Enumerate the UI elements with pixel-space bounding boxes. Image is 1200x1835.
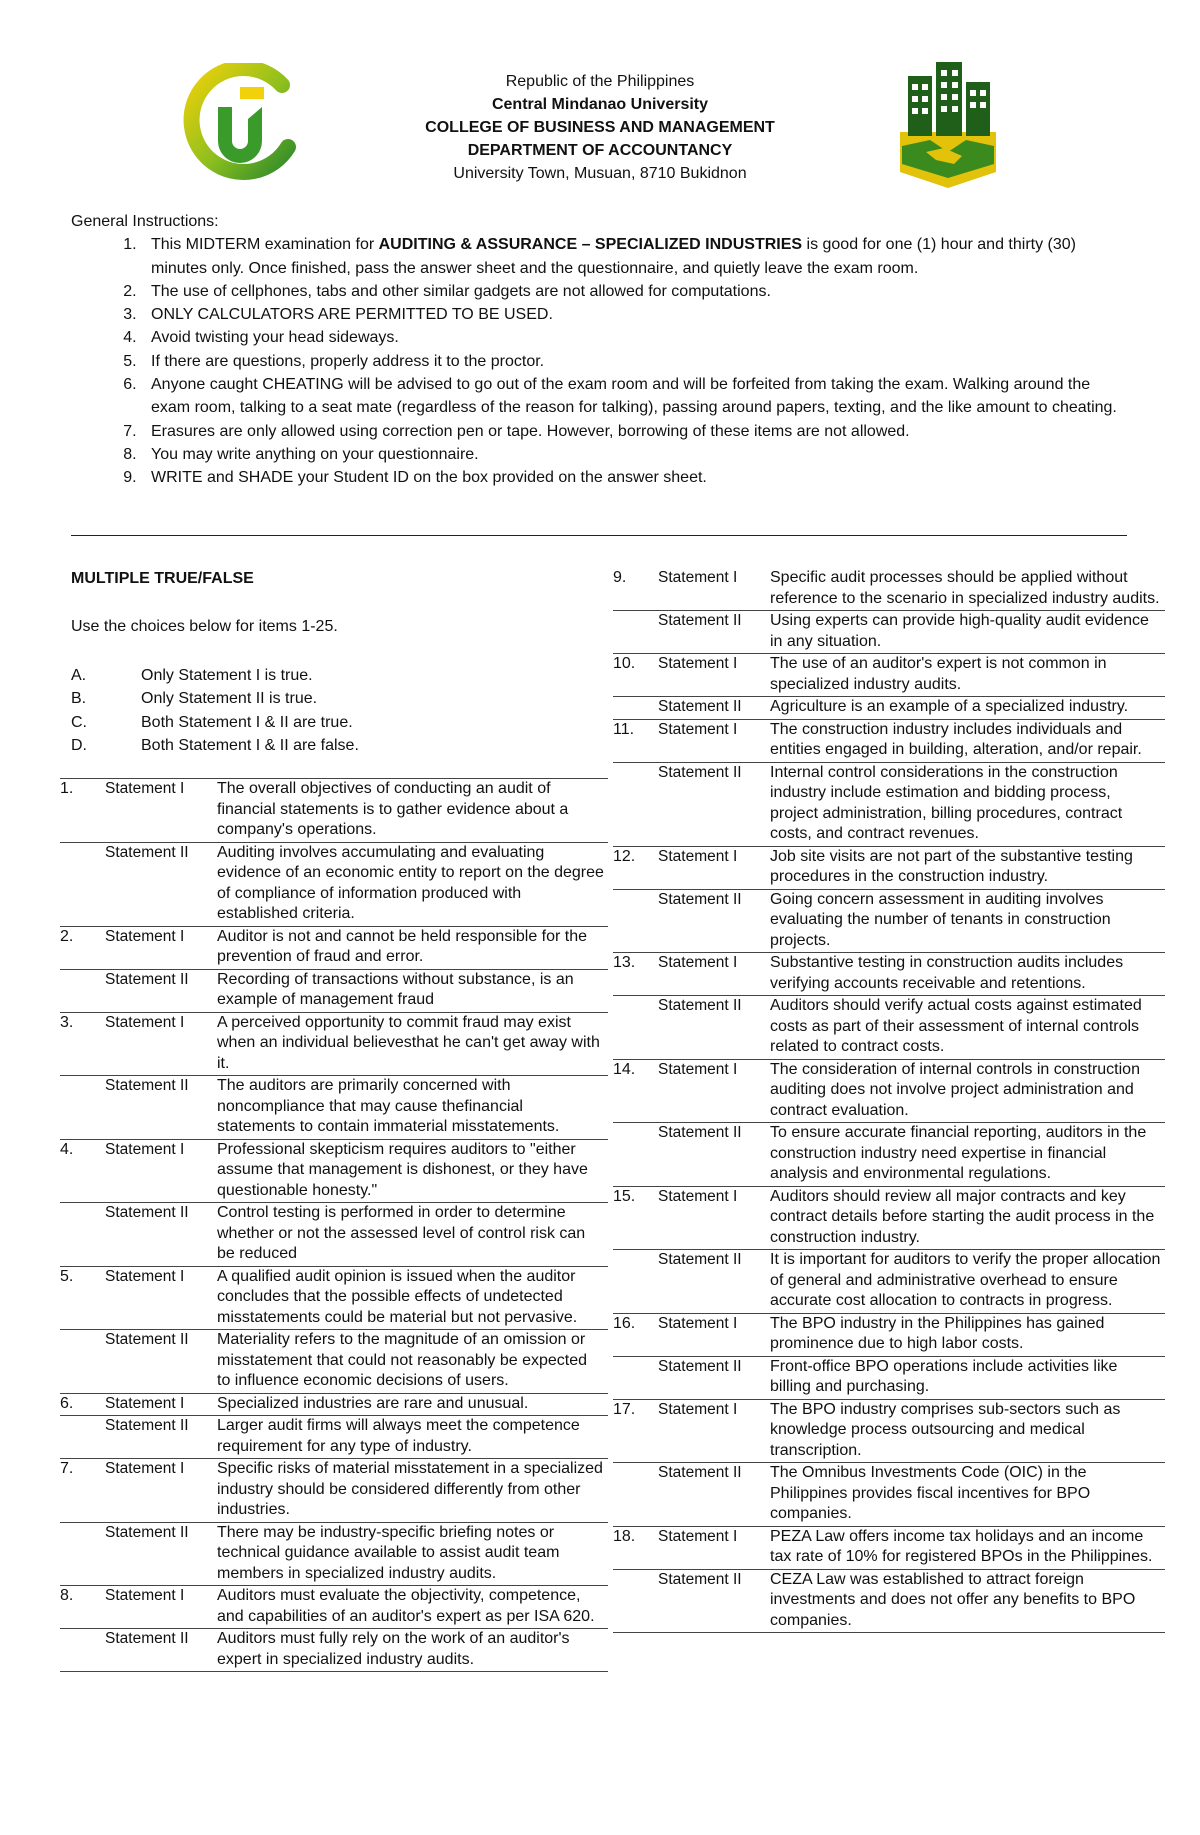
- question-11-statement-2-row: [613, 762, 1165, 846]
- question-12-statement-2-row: [613, 889, 1165, 953]
- statement-text: Materiality refers to the magnitude of an omission or misstatement that could not reasonably be expected to influence economic decisions of users.: [217, 1331, 587, 1389]
- choice-letter: D.: [71, 736, 87, 754]
- statement-text: Specialized industries are rare and unusual.: [217, 1394, 529, 1412]
- question-number: 4.: [60, 1140, 74, 1158]
- question-number: [613, 1250, 658, 1251]
- choices-list: [71, 664, 611, 757]
- choice-text: Both Statement I & II are false.: [141, 736, 359, 754]
- statement-text: Specific audit processes should be applied without reference to the scenario in specialized industry audits.: [770, 569, 1160, 607]
- statement-text: Job site visits are not part of the substantive testing procedures in the construction industry.: [770, 847, 1133, 885]
- question-number: [60, 1203, 105, 1204]
- question-8-statement-2-row: [60, 1629, 608, 1672]
- use-choices-text: Use the choices below for items 1-25.: [71, 618, 338, 635]
- statement-label: Statement I: [658, 1060, 738, 1078]
- statement-text: Using experts can provide high-quality audit evidence in any situation.: [770, 612, 1149, 650]
- question-number: [613, 697, 658, 698]
- choice-letter: B.: [71, 690, 87, 708]
- question-number: [60, 1076, 105, 1077]
- question-number: 9.: [613, 569, 627, 586]
- choice-item: [71, 734, 611, 757]
- statement-text: Front-office BPO operations include activities like billing and purchasing.: [770, 1357, 1118, 1395]
- statement-label: Statement I: [658, 569, 738, 586]
- instruction-item: 9. WRITE and SHADE your Student ID on the box provided on the answer sheet.: [141, 466, 1131, 489]
- statement-label: Statement II: [658, 1251, 742, 1268]
- header-college: COLLEGE OF BUSINESS AND MANAGEMENT: [425, 119, 775, 136]
- header-university: Central Mindanao University: [491, 96, 709, 113]
- statement-label: Statement I: [658, 655, 738, 672]
- statement-text: Auditing involves accumulating and evaluating evidence of an economic entity to report on the degree of compliance of information produced with established criteria.: [217, 843, 604, 922]
- statement-label: Statement II: [105, 1331, 189, 1348]
- statement-text: Auditors must fully rely on the work of an auditor's expert in specialized industry audits.: [217, 1630, 570, 1668]
- question-2-statement-1-row: [60, 926, 608, 969]
- question-number: [613, 611, 658, 612]
- question-1-statement-2-row: [60, 842, 608, 926]
- question-number: [613, 763, 658, 764]
- question-16-statement-2-row: [613, 1356, 1165, 1399]
- statement-label: Statement I: [105, 1587, 185, 1604]
- statement-text: The auditors are primarily concerned with noncompliance that may cause thefinancial statements to contain immaterial misstatements.: [217, 1077, 560, 1135]
- statement-text: CEZA Law was established to attract foreign investments and does not offer any benefits to BPO companies.: [770, 1570, 1136, 1629]
- statement-label: Statement I: [658, 1187, 738, 1205]
- statement-text: Substantive testing in construction audits includes verifying accounts receivable and retentions.: [770, 954, 1124, 992]
- question-14-statement-2-row: [613, 1123, 1165, 1187]
- instructions-title: General Instructions:: [71, 213, 219, 230]
- question-number: [613, 996, 658, 997]
- question-number: 14.: [613, 1060, 636, 1078]
- question-number: 17.: [613, 1400, 636, 1418]
- question-16-statement-1-row: [613, 1313, 1165, 1356]
- question-number: [613, 1123, 658, 1124]
- section-title: MULTIPLE TRUE/FALSE: [71, 570, 254, 587]
- document-header: [0, 60, 1200, 200]
- question-number: 8.: [60, 1587, 74, 1604]
- statement-label: Statement I: [105, 1460, 185, 1477]
- question-6-statement-2-row: [60, 1416, 608, 1459]
- statement-label: Statement I: [658, 1400, 738, 1418]
- statement-label: Statement I: [105, 1013, 185, 1031]
- statement-label: Statement I: [105, 780, 185, 797]
- statement-text: Auditors must evaluate the objectivity, competence, and capabilities of an auditor's expert as per ISA 620.: [217, 1587, 595, 1625]
- question-number: [613, 1570, 658, 1571]
- statement-label: Statement I: [658, 847, 738, 865]
- general-instructions: [71, 210, 1131, 490]
- header-department: DEPARTMENT OF ACCOUNTANCY: [467, 142, 733, 159]
- statement-label: Statement II: [105, 1417, 189, 1434]
- question-18-statement-1-row: [613, 1526, 1165, 1569]
- statement-text: PEZA Law offers income tax holidays and an income tax rate of 10% for registered BPOs in the Philippines.: [770, 1527, 1153, 1565]
- question-number: [60, 1330, 105, 1331]
- statement-text: It is important for auditors to verify the proper allocation of general and administrative overhead to ensure accurate cost allocation to contracts in progress.: [770, 1251, 1161, 1309]
- statement-text: Specific risks of material misstatement in a specialized industry should be considered differently from other industries.: [217, 1460, 603, 1518]
- statement-label: Statement II: [658, 1124, 742, 1141]
- choice-text: Only Statement II is true.: [141, 690, 318, 708]
- statement-text: Auditors should review all major contracts and key contract details before starting the audit process in the construction industry.: [770, 1187, 1155, 1246]
- question-11-statement-1-row: [613, 719, 1165, 762]
- statement-label: Statement I: [105, 1394, 185, 1412]
- questions-table-right: [613, 568, 1165, 1633]
- question-17-statement-2-row: [613, 1463, 1165, 1527]
- question-15-statement-1-row: [613, 1186, 1165, 1250]
- choice-text: Both Statement I & II are true.: [141, 713, 353, 731]
- instruction-item: 7. Erasures are only allowed using correction pen or tape. However, borrowing of these items are not allowed.: [141, 420, 1131, 443]
- instruction-item: 4. Avoid twisting your head sideways.: [141, 326, 1131, 349]
- question-13-statement-2-row: [613, 996, 1165, 1060]
- question-number: [60, 843, 105, 844]
- section-divider: [71, 535, 1127, 536]
- statement-text: The BPO industry comprises sub-sectors such as knowledge process outsourcing and medical transcription.: [770, 1400, 1121, 1459]
- statement-text: Larger audit firms will always meet the competence requirement for any type of industry.: [217, 1417, 580, 1455]
- statement-label: Statement II: [105, 970, 189, 988]
- statement-text: Recording of transactions without substance, is an example of management fraud: [217, 970, 574, 1008]
- question-13-statement-1-row: [613, 953, 1165, 996]
- question-number: [60, 1629, 105, 1630]
- statement-label: Statement I: [658, 1314, 738, 1332]
- question-number: 2.: [60, 927, 74, 945]
- question-number: [60, 1416, 105, 1417]
- statement-text: The construction industry includes individuals and entities engaged in building, alteration, and/or repair.: [770, 720, 1142, 758]
- question-8-statement-1-row: [60, 1586, 608, 1629]
- statement-label: Statement II: [105, 1077, 189, 1094]
- header-republic: Republic of the Philippines: [505, 73, 695, 90]
- statement-label: Statement II: [105, 1630, 189, 1647]
- question-number: [60, 1523, 105, 1524]
- instruction-1-post: is good for one (1) hour and thirty (30) minutes only. Once finished, pass the answer sheet and the questionnaire, and quietly leave the exam room.: [151, 236, 1076, 277]
- question-number: 10.: [613, 655, 636, 672]
- statement-label: Statement II: [105, 843, 189, 861]
- instruction-item: 3. ONLY CALCULATORS ARE PERMITTED TO BE USED.: [141, 303, 1131, 326]
- statement-text: Going concern assessment in auditing involves evaluating the number of tenants in construction projects.: [770, 890, 1111, 949]
- question-7-statement-1-row: [60, 1459, 608, 1523]
- question-number: 7.: [60, 1460, 74, 1477]
- cbm-logo-icon: [896, 60, 1000, 188]
- statement-text: A qualified audit opinion is issued when the auditor concludes that the possible effects of undetected misstatements could be material but not pervasive.: [217, 1267, 578, 1326]
- statement-label: Statement I: [105, 927, 185, 945]
- question-4-statement-2-row: [60, 1203, 608, 1267]
- statement-text: The consideration of internal controls in construction auditing does not involve project administration and contract evaluation.: [770, 1060, 1140, 1119]
- question-18-statement-2-row: [613, 1569, 1165, 1633]
- question-number: 11.: [613, 720, 635, 738]
- question-number: 6.: [60, 1394, 74, 1412]
- question-number: 16.: [613, 1314, 636, 1332]
- statement-label: Statement II: [658, 612, 742, 629]
- statement-label: Statement I: [658, 720, 738, 738]
- choice-text: Only Statement I is true.: [141, 667, 313, 684]
- question-3-statement-1-row: [60, 1012, 608, 1076]
- question-number: 13.: [613, 954, 636, 971]
- statement-label: Statement II: [658, 997, 742, 1014]
- statement-text: Internal control considerations in the construction industry include estimation and bidding process, project administration, billing procedures, contract costs, and contract revenues.: [770, 763, 1123, 842]
- statement-label: Statement II: [105, 1204, 189, 1221]
- question-4-statement-1-row: [60, 1139, 608, 1203]
- statement-label: Statement I: [658, 1527, 738, 1545]
- question-number: [613, 1463, 658, 1464]
- question-15-statement-2-row: [613, 1250, 1165, 1314]
- questions-table-left: [60, 778, 608, 1672]
- question-number: 15.: [613, 1187, 636, 1205]
- statement-text: Auditor is not and cannot be held responsible for the prevention of fraud and error.: [217, 927, 588, 965]
- course-title: AUDITING & ASSURANCE – SPECIALIZED INDUSTRIES: [378, 236, 803, 254]
- statement-text: Agriculture is an example of a specialized industry.: [770, 698, 1129, 715]
- question-number: 1.: [60, 780, 74, 797]
- multiple-true-false-intro: [71, 568, 611, 757]
- choice-item: [71, 664, 611, 687]
- choice-item: [71, 711, 611, 734]
- statement-label: Statement II: [658, 1464, 742, 1481]
- statement-text: The use of an auditor's expert is not common in specialized industry audits.: [770, 655, 1107, 693]
- question-10-statement-1-row: [613, 654, 1165, 697]
- instruction-1-pre: This MIDTERM examination for: [151, 236, 379, 254]
- statement-text: There may be industry-specific briefing notes or technical guidance available to assist audit team members in specialized industry audits.: [217, 1523, 560, 1582]
- statement-text: Auditors should verify actual costs against estimated costs as part of their assessment of internal controls related to contract costs.: [770, 997, 1142, 1055]
- question-9-statement-2-row: [613, 611, 1165, 654]
- question-5-statement-2-row: [60, 1330, 608, 1394]
- choice-item: [71, 687, 611, 710]
- statement-label: Statement II: [658, 698, 742, 715]
- header-address: University Town, Musuan, 8710 Bukidnon: [453, 165, 747, 182]
- question-14-statement-1-row: [613, 1059, 1165, 1123]
- question-number: [613, 890, 658, 891]
- header-text: [300, 70, 900, 185]
- question-number: [613, 1357, 658, 1358]
- question-1-statement-1-row: [60, 779, 608, 843]
- question-number: [60, 970, 105, 971]
- statement-text: The overall objectives of conducting an audit of financial statements is to gather evidence about a company's operations.: [217, 780, 569, 838]
- question-5-statement-1-row: [60, 1266, 608, 1330]
- statement-label: Statement II: [658, 763, 742, 781]
- question-number: 5.: [60, 1267, 74, 1285]
- statement-label: Statement II: [658, 890, 742, 908]
- instruction-item: 8. You may write anything on your questionnaire.: [141, 443, 1131, 466]
- statement-text: Professional skepticism requires auditors to "either assume that management is dishonest, or they have questionable honesty.": [217, 1140, 588, 1199]
- question-10-statement-2-row: [613, 697, 1165, 720]
- statement-label: Statement I: [105, 1140, 185, 1158]
- instruction-item: 6. Anyone caught CHEATING will be advised to go out of the exam room and will be forfeited from taking the exam. Walking around the exam room, talking to a seat mate (regardless of the reason for talking), passing around papers, texting, and the like amount to cheating.: [141, 373, 1131, 420]
- statement-text: The BPO industry in the Philippines has gained prominence due to high labor costs.: [770, 1314, 1105, 1352]
- statement-label: Statement I: [105, 1267, 185, 1285]
- statement-text: To ensure accurate financial reporting, auditors in the construction industry need expertise in financial analysis and environmental regulations.: [770, 1124, 1147, 1182]
- question-number: 12.: [613, 847, 636, 865]
- instruction-item: 2. The use of cellphones, tabs and other similar gadgets are not allowed for computations.: [141, 280, 1131, 303]
- statement-label: Statement I: [658, 954, 738, 971]
- instruction-item: 5. If there are questions, properly address it to the proctor.: [141, 350, 1131, 373]
- question-2-statement-2-row: [60, 969, 608, 1012]
- question-12-statement-1-row: [613, 846, 1165, 889]
- question-17-statement-1-row: [613, 1399, 1165, 1463]
- instruction-item: [141, 233, 1131, 280]
- question-3-statement-2-row: [60, 1076, 608, 1140]
- statement-text: A perceived opportunity to commit fraud may exist when an individual believesthat he can't get away with it.: [217, 1013, 600, 1072]
- statement-text: The Omnibus Investments Code (OIC) in the Philippines provides fiscal incentives for BPO companies.: [770, 1464, 1091, 1522]
- question-number: 18.: [613, 1527, 636, 1545]
- statement-label: Statement II: [658, 1570, 742, 1588]
- question-7-statement-2-row: [60, 1522, 608, 1586]
- statement-text: Control testing is performed in order to determine whether or not the assessed level of control risk can be reduced: [217, 1204, 586, 1262]
- instructions-list: [71, 233, 1131, 489]
- statement-label: Statement II: [105, 1523, 189, 1541]
- choice-letter: A.: [71, 667, 87, 684]
- question-9-statement-1-row: [613, 568, 1165, 611]
- cmu-logo-icon: [178, 63, 302, 187]
- statement-label: Statement II: [658, 1357, 742, 1375]
- question-6-statement-1-row: [60, 1393, 608, 1416]
- question-number: 3.: [60, 1013, 74, 1031]
- choice-letter: C.: [71, 713, 87, 731]
